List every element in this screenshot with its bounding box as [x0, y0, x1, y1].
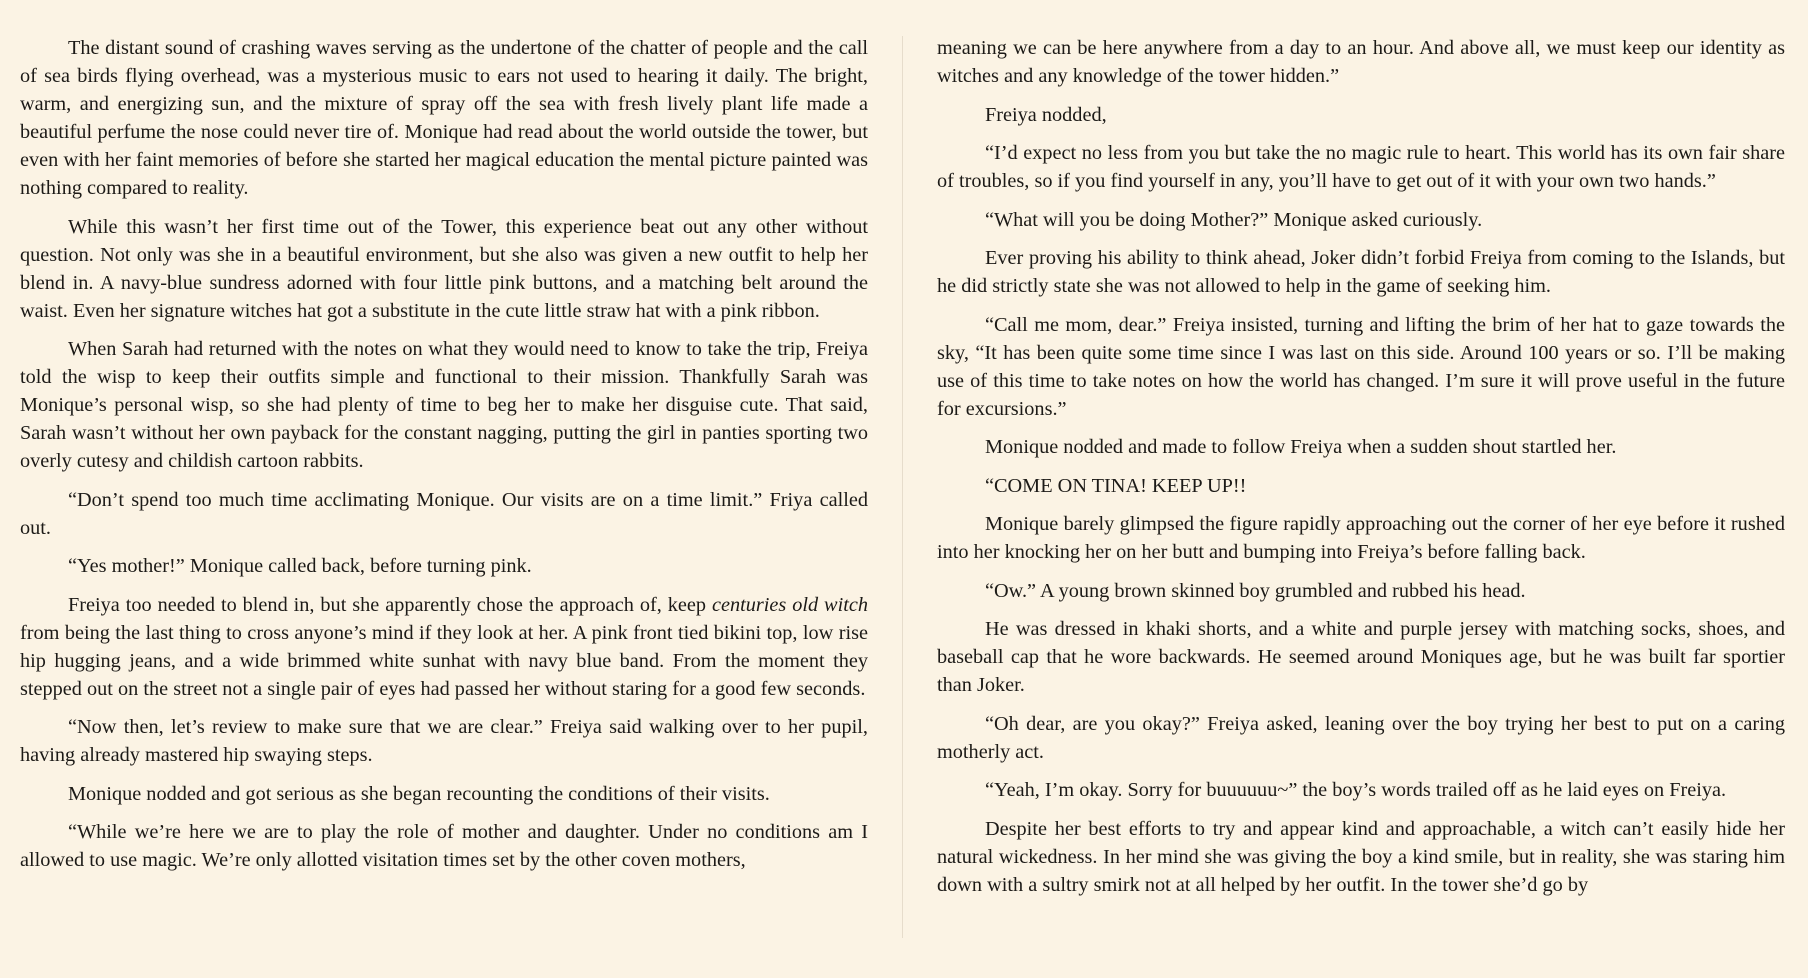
paragraph: “Ow.” A young brown skinned boy grumbled and rubbed his head. — [985, 579, 1526, 602]
paragraph: He was dressed in khaki shorts, and a white and purple jersey with matching socks, shoes, and baseball cap that he wore backwards. He seemed around Moniques age, but he was built far sportier than Joker. — [937, 618, 1785, 696]
paragraph: Monique nodded and got serious as she began recounting the conditions of their visits. — [68, 782, 770, 805]
paragraph: Monique barely glimpsed the figure rapidly approaching out the corner of her eye before it rushed into her knocking her on her butt and bumping into Freiya’s before falling back. — [937, 513, 1785, 563]
italic-phrase: centuries old witch — [711, 593, 868, 616]
paragraph: “Oh dear, are you okay?” Freiya asked, leaning over the boy trying her best to put on a caring motherly act. — [937, 712, 1785, 763]
page-gutter-divider — [902, 36, 903, 938]
paragraph-text: Freiya too needed to blend in, but she apparently chose the approach of, keep — [68, 593, 712, 616]
paragraph: Freiya nodded, — [985, 103, 1107, 126]
paragraph: “Call me mom, dear.” Freiya insisted, turning and lifting the brim of her hat to gaze towards the sky, “It has been quite some time since I was last on this side. Around 100 years or so. I’ll be making use of this time to take notes on how the world has changed. I’m sure it will prove useful in the future for excursions.” — [937, 313, 1785, 420]
paragraph: While this wasn’t her first time out of the Tower, this experience beat out any other without question. Not only was she in a beautiful environment, but she also was given a new outfit to help her blend in. A navy-blue sundress adorned with four little pink buttons, and a matching belt around the waist. Even her signature witches hat got a substitute in the cute little straw hat with a pink ribbon. — [20, 215, 868, 322]
paragraph: “Yeah, I’m okay. Sorry for buuuuuu~” the boy’s words trailed off as he laid eyes on Freiya. — [985, 779, 1727, 801]
paragraph: “Don’t spend too much time acclimating Monique. Our visits are on a time limit.” Friya called out. — [20, 488, 868, 539]
paragraph: “Yes mother!” Monique called back, before turning pink. — [68, 555, 532, 577]
paragraph: Monique nodded and made to follow Freiya when a sudden shout startled her. — [985, 436, 1617, 458]
paragraph: Despite her best efforts to try and appear kind and approachable, a witch can’t easily hide her natural wickedness. In her mind she was giving the boy a kind smile, but in reality, she was staring him down with a sultry smirk not at all helped by her outfit. In the tower she’d go by — [937, 817, 1785, 896]
paragraph-continuation: meaning we can be here anywhere from a day to an hour. And above all, we must keep our identity as witches and any knowledge of the tower hidden.” — [937, 37, 1785, 87]
paragraph: When Sarah had returned with the notes on what they would need to know to take the trip, Freiya told the wisp to keep their outfits simple and functional to their mission. Thankfully Sarah was Monique’s personal wisp, so she had plenty of time to beg her to make her disguise cute. That said, Sarah wasn’t without her own payback for the constant nagging, putting the girl in panties sporting two overly cutesy and childish cartoon rabbits. — [20, 338, 868, 472]
right-page — [937, 34, 1785, 954]
paragraph: “Now then, let’s review to make sure that we are clear.” Freiya said walking over to her pupil, having already mastered hip swaying steps. — [20, 716, 868, 766]
paragraph — [20, 591, 868, 703]
paragraph: “COME ON TINA! KEEP UP!! — [985, 474, 1247, 497]
paragraph: Ever proving his ability to think ahead, Joker didn’t forbid Freiya from coming to the Islands, but he did strictly state she was not allowed to help in the game of seeking him. — [937, 247, 1785, 297]
left-page — [20, 34, 868, 954]
paragraph-text: from being the last thing to cross anyone’s mind if they look at her. A pink front tied bikini top, low rise hip hugging jeans, and a wide brimmed white sunhat with navy blue band. From the moment they stepped out on the street not a single pair of eyes had passed her without staring for a good few seconds. — [20, 621, 868, 700]
paragraph: The distant sound of crashing waves serving as the undertone of the chatter of people and the call of sea birds flying overhead, was a mysterious music to ears not used to hearing it daily. The bright, warm, and energizing sun, and the mixture of spray off the sea with fresh lively plant life made a beautiful perfume the nose could never tire of. Monique had read about the world outside the tower, but even with her faint memories of before she started her magical education the mental picture painted was nothing compared to reality. — [20, 37, 868, 199]
paragraph: “I’d expect no less from you but take the no magic rule to heart. This world has its own fair share of troubles, so if you find yourself in any, you’ll have to get out of it with your own two hands.” — [937, 142, 1785, 192]
paragraph: “While we’re here we are to play the role of mother and daughter. Under no conditions am I allowed to use magic. We’re only allotted visitation times set by the other coven mothers, — [20, 821, 868, 871]
paragraph: “What will you be doing Mother?” Monique asked curiously. — [985, 208, 1483, 231]
